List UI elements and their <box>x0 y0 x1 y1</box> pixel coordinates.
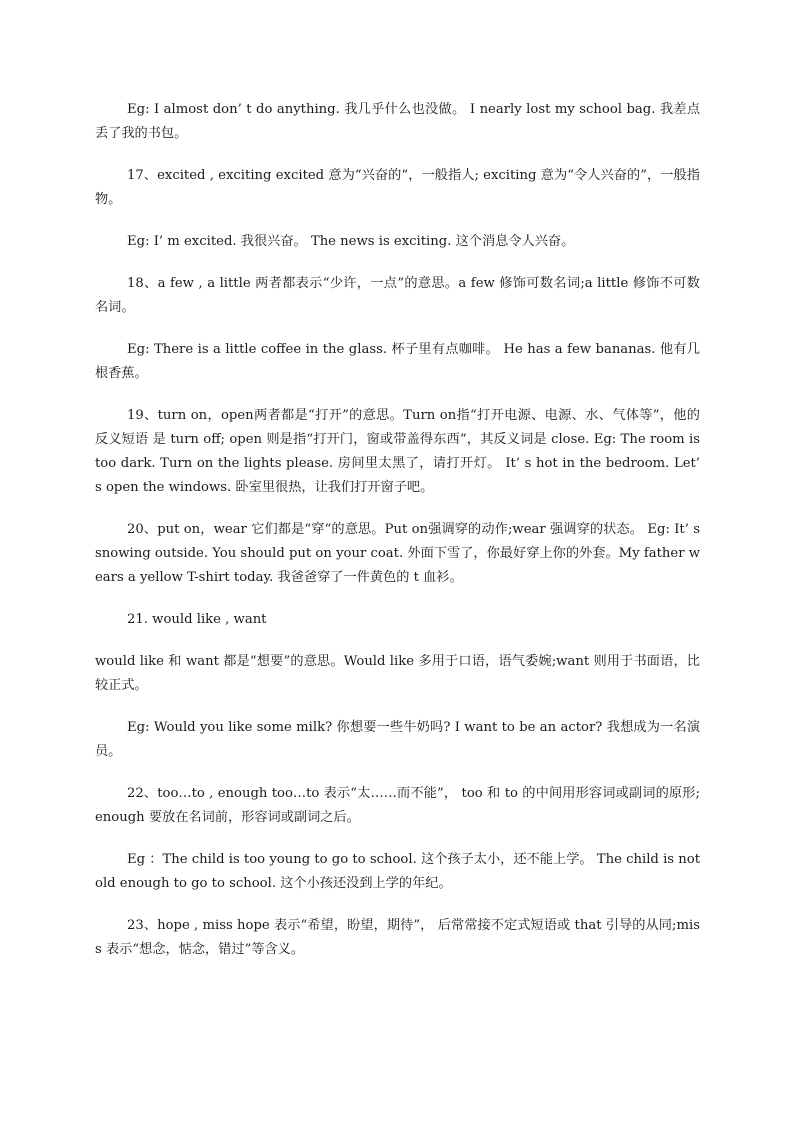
item-19-paragraph: 19、turn on，open两者都是“打开”的意思。Turn on指“打开电源、电源、水、气体等”，他的反义短语 是 turn off; open 则是指“打开门，窗或带盖得东西“，其反义词是 close. Eg: The room is too dark. Turn on the lights please. 房间里太黑了，请打开灯。 It’ s hot in the bedroom. Let’ s open the windows. 卧室里很热，让我们打开窗子吧。 <box>95 408 700 495</box>
document-page <box>95 98 700 980</box>
item-23-paragraph: 23、hope , miss hope 表示“希望，盼望，期待”， 后常常接不定式短语或 that 引导的从同;miss 表示“想念，惦念，错过”等含义。 <box>95 918 700 957</box>
item-17-paragraph: 17、excited , exciting excited 意为“兴奋的“，一般指人; exciting 意为“令人兴奋的”，一般指物。 <box>95 168 700 207</box>
item-21-paragraph: would like 和 want 都是“想要”的意思。Would like 多用于口语，语气委婉;want 则用于书面语，比较正式。 <box>95 654 700 693</box>
example-paragraph: Eg: Would you like some milk? 你想要一些牛奶吗? I want to be an actor? 我想成为一名演员。 <box>95 720 700 759</box>
example-paragraph: Eg: There is a little coffee in the glass. 杯子里有点咖啡。 He has a few bananas. 他有几根香蕉。 <box>95 342 700 381</box>
example-paragraph: Eg ：The child is too young to go to school. 这个孩子太小，还不能上学。 The child is not old enough to go to school. 这个小孩还没到上学的年纪。 <box>95 852 700 891</box>
item-21-heading: 21. would like , want <box>127 612 267 627</box>
item-18-paragraph: 18、a few , a little 两者都表示“少许，一点”的意思。a few 修饰可数名词;a little 修饰不可数名词。 <box>95 276 700 315</box>
example-paragraph: Eg: I’ m excited. 我很兴奋。 The news is exciting. 这个消息令人兴奋。 <box>127 234 575 249</box>
item-22-paragraph: 22、too…to , enough too…to 表示“太……而不能”， too 和 to 的中间用形容词或副词的原形; enough 要放在名词前，形容词或副词之后。 <box>95 786 700 825</box>
example-paragraph: Eg: I almost don’ t do anything. 我几乎什么也没做。 I nearly lost my school bag. 我差点丢了我的书包。 <box>95 102 700 141</box>
item-20-paragraph: 20、put on，wear 它们都是“穿“的意思。Put on强调穿的动作;wear 强调穿的状态。 Eg: It’ s snowing outside. You should put on your coat. 外面下雪了，你最好穿上你的外套。My father wears a yellow T-shirt today. 我爸爸穿了一件黄色的 t 血衫。 <box>95 522 700 585</box>
